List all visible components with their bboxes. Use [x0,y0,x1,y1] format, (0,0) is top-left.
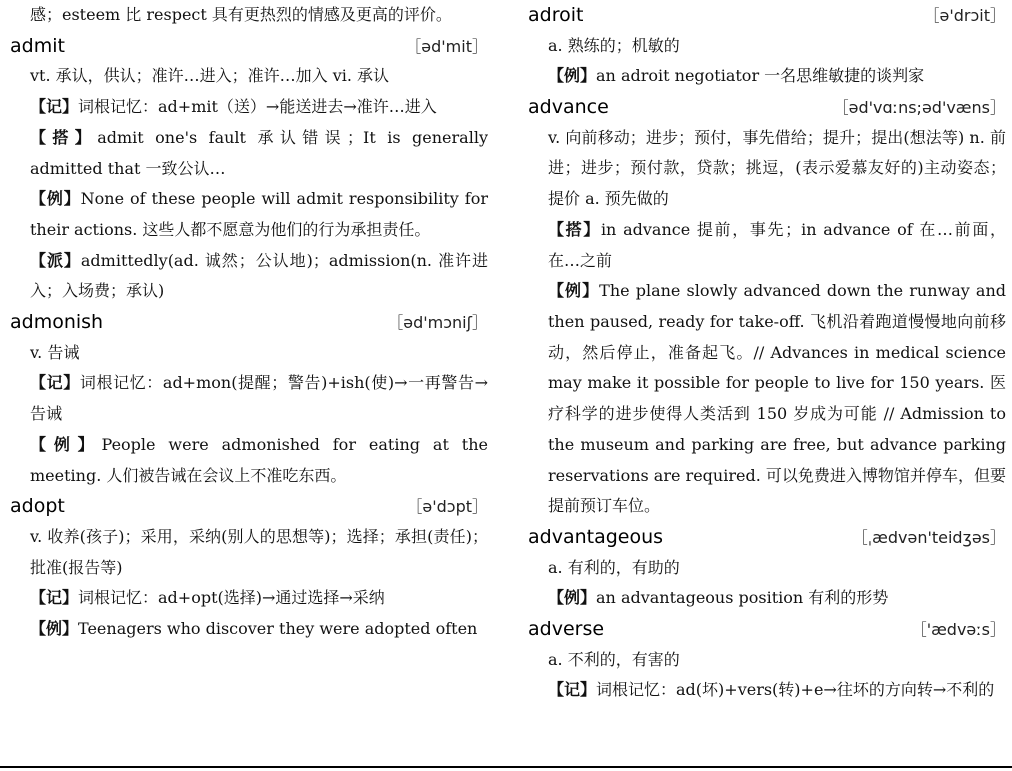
memory-note [10,92,488,123]
definition: a. 有利的，有助的 [548,557,680,577]
example-tag: 【例】 [548,588,597,608]
example-text: None of these people will admit responsibility for their actions. 这些人都不愿意为他们的行为承担责任。 [30,189,488,239]
entry-admit [10,31,488,307]
definition: v. 收养(孩子)；采用，采纳(别人的思想等)；选择；承担(责任)；批准(报告等) [30,526,488,577]
memory-text: 词根记忆：ad+mon(提醒；警告)+ish(使)→一再警告→告诫 [30,373,488,424]
headword: adroit [528,4,584,26]
headword: adopt [10,495,65,518]
collocation-tag: 【搭】 [548,219,601,239]
entry-advantageous [528,522,1006,614]
definition: a. 熟练的；机敏的 [548,35,680,55]
example-tag: 【例】 [548,66,597,86]
memory-text: 词根记忆：ad+mit（送）→能送进去→准许…进入 [78,97,437,117]
entry-advance [528,92,1006,522]
memory-note [528,675,1006,706]
pronunciation: ［əd'vɑːns;əd'væns］ [832,98,1006,118]
example-tag: 【例】 [30,434,102,454]
memory-tag: 【记】 [30,373,80,393]
example [528,276,1006,522]
pronunciation: ［ə'dɔpt］ [406,497,488,517]
example [10,614,488,645]
memory-text: 词根记忆：ad+opt(选择)→通过选择→采纳 [78,588,385,608]
entry-adverse [528,614,1006,706]
memory-tag: 【记】 [30,97,79,117]
definition: vt. 承认，供认；准许…进入；准许…加入 vi. 承认 [30,66,390,86]
continued-text: 感；esteem 比 respect 具有更热烈的情感及更高的评价。 [30,5,452,24]
right-column [528,0,1006,706]
memory-note [10,368,488,429]
example-text: People were admonished for eating at the meeting. 人们被告诫在会议上不准吃东西。 [30,434,488,485]
definition: v. 告诫 [30,342,80,362]
pronunciation: ［ˌædvən'teidʒəs］ [851,527,1006,547]
memory-tag: 【记】 [30,588,79,608]
example-text: The plane slowly advanced down the runway and then paused, ready for take-off. 飞机沿着跑道慢慢地向前移动，然后停止，准备起飞。// Advances in medical science may make it possible for people to live for 150 years. 医疗科学的进步使得人类活到 150 岁成为可能 // Admission to the museum and parking are free, but advance parking reservations are required. 可以免费进入博物馆并停车，但要提前预订车位。 [548,281,1006,516]
example-text: an advantageous position 有利的形势 [596,588,889,608]
headword: advantageous [528,525,664,548]
derivative-tag: 【派】 [30,250,81,270]
pronunciation: ［'ædvəːs］ [910,620,1006,640]
left-column [10,0,488,645]
example [10,184,488,245]
memory-note [10,583,488,614]
example [528,61,1006,92]
collocation-text: admit one's fault 承认错误；It is generally admitted that 一致公认… [30,127,488,178]
collocation [10,123,488,184]
collocation-tag: 【搭】 [30,127,98,147]
example-tag: 【例】 [30,189,81,209]
headword: admonish [10,311,104,334]
headword: admit [10,34,65,57]
memory-text: 词根记忆：ad(坏)+vers(转)+e→往坏的方向转→不利的 [596,680,995,700]
definition: v. 向前移动；进步；预付，事先借给；提升；提出(想法等) n. 前进；进步；预付款，贷款；挑逗，(表示爱慕友好的)主动姿态；提价 a. 预先做的 [548,127,1006,209]
pronunciation: ［ə'drɔit］ [923,6,1006,25]
example-tag: 【例】 [30,619,79,639]
headword: advance [528,96,609,119]
collocation-text: in advance 提前，事先；in advance of 在…前面，在…之前 [548,219,1006,270]
memory-tag: 【记】 [548,680,597,700]
pronunciation: ［əd'mɔniʃ］ [387,313,488,333]
example-tag: 【例】 [548,281,600,301]
derivative-text: admittedly(ad. 诚然；公认地)；admission(n. 准许进入；入场费；承认) [30,250,488,301]
headword: adverse [528,618,605,641]
collocation [528,215,1006,276]
example-text: Teenagers who discover they were adopted often [78,619,478,639]
example-text: an adroit negotiator 一名思维敏捷的谈判家 [596,66,925,86]
page-bottom-rule [0,766,1012,768]
entry-adopt [10,491,488,645]
derivative [10,246,488,307]
entry-admonish [10,307,488,491]
pronunciation: ［əd'mit］ [405,36,488,56]
example [10,430,488,491]
example [528,583,1006,614]
definition: a. 不利的，有害的 [548,649,680,669]
entry-adroit [528,0,1006,92]
